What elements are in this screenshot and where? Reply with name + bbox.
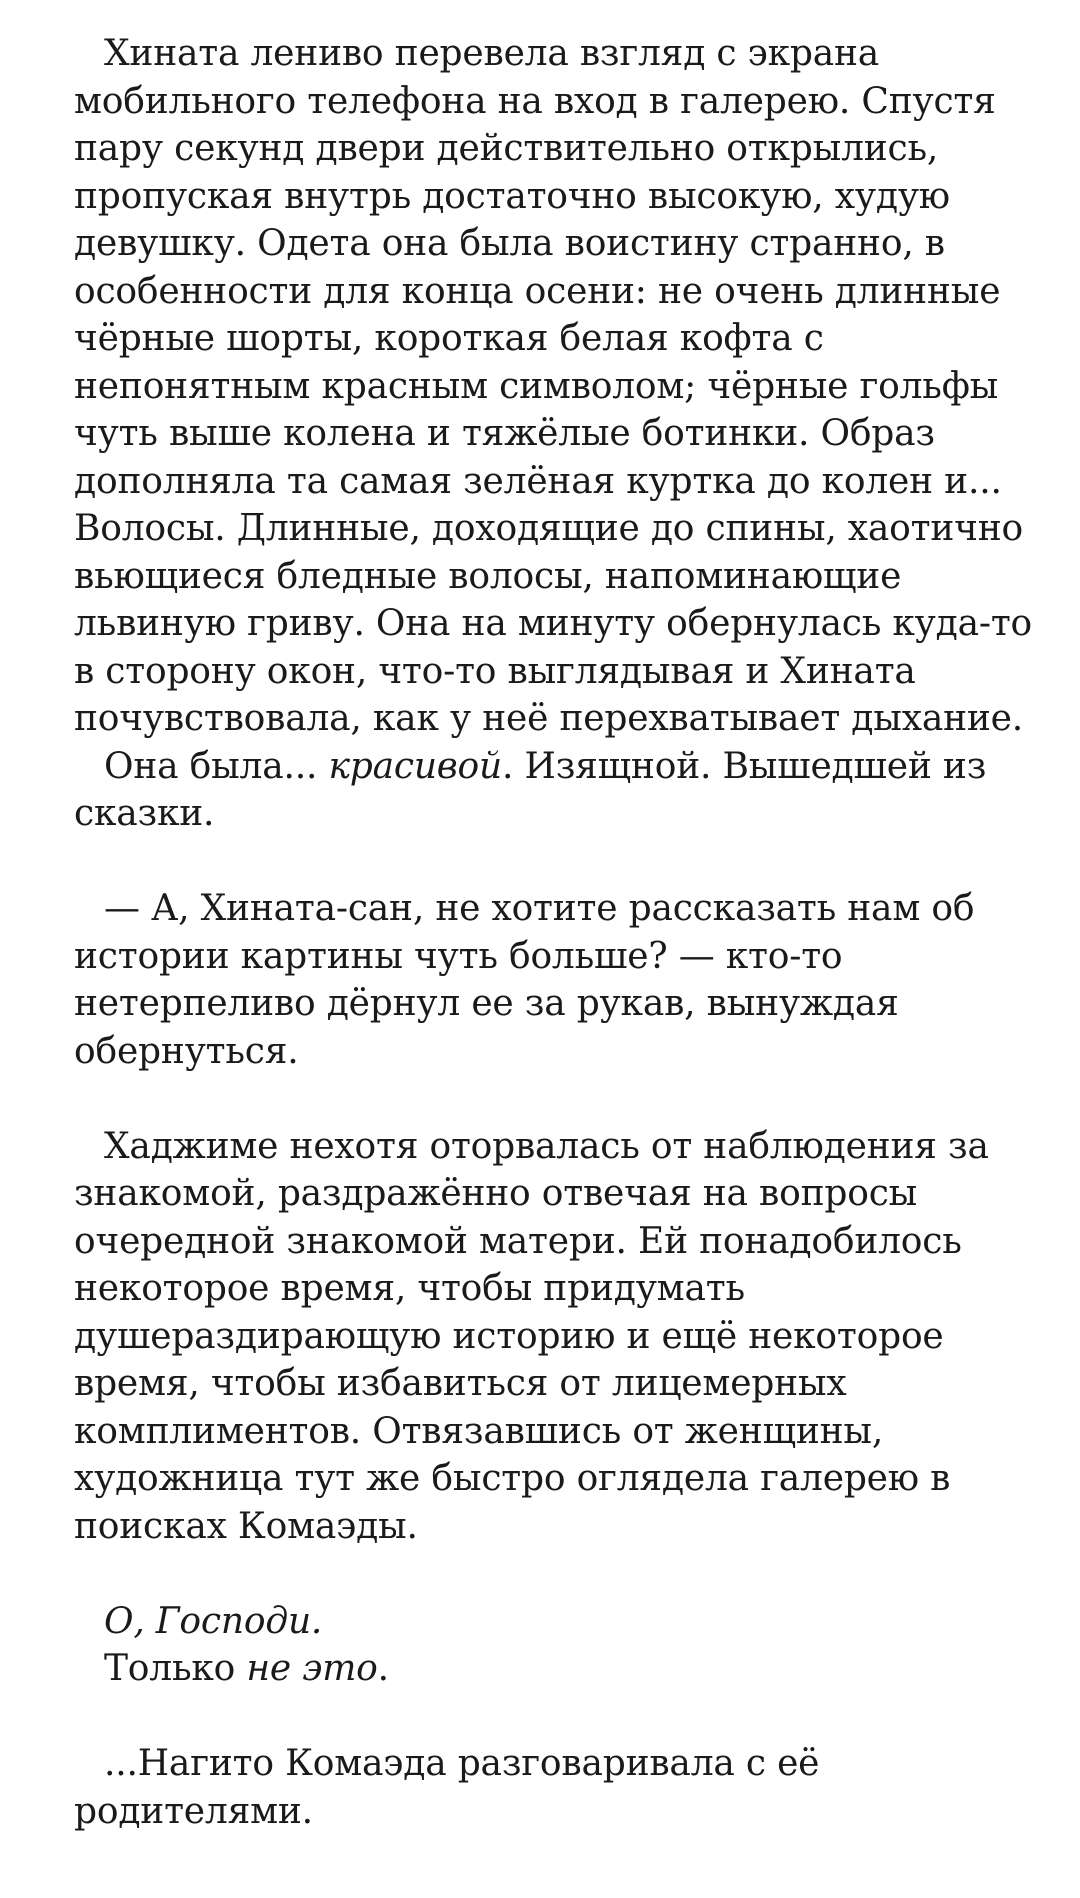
paragraph-2-italic: красивой (328, 745, 503, 787)
paragraph-6: ...Нагито Комаэда разговаривала с её родителями. (74, 1743, 820, 1832)
paragraph-5-line-2-italic: не это (246, 1648, 378, 1689)
paragraph-2-end: . Изящной. Вышедшей из сказки. (74, 745, 987, 834)
blank-line (74, 1693, 1034, 1741)
paragraph-5 (74, 1598, 1034, 1693)
paragraph-5-line-2 (74, 1645, 1034, 1693)
blank-line (74, 1075, 1034, 1123)
paragraph-5-line-2-end: . (377, 1648, 389, 1689)
paragraph-5-line-2-start: Только (104, 1648, 247, 1689)
blank-line (74, 1550, 1034, 1598)
paragraph-2 (74, 743, 1034, 838)
paragraph-5-line-1 (74, 1598, 1034, 1646)
paragraph-4: Хаджиме нехотя оторвалась от наблюдения за знакомой, раздражённо отвечая на вопросы очередной знакомой матери. Ей понадобилось некоторое время, чтобы придумать душераздирающую историю и ещё некоторое время, чтобы избавиться от лицемерных комплиментов. Отвязавшись от женщины, художница тут же быстро оглядела галерею в поисках Комаэды. (74, 1125, 989, 1547)
paragraph-3: — А, Хината-сан, не хотите рассказать нам об истории картины чуть больше? — кто-то нетерпеливо дёрнул ее за рукав, вынуждая обернуться. (74, 888, 975, 1072)
blank-line (74, 838, 1034, 886)
paragraph-5-line-1-italic: О, Господи. (104, 1600, 323, 1642)
reader-page (74, 30, 1034, 1835)
paragraph-1: Хината лениво перевела взгляд с экрана мобильного телефона на вход в галерею. Спустя пару секунд двери действительно открылись, пропуская внутрь достаточно высокую, худую девушку. Одета она была воистину странно, в особенности для конца осени: не очень длинные чёрные шорты, короткая белая кофта с непонятным красным символом; чёрные гольфы чуть выше колена и тяжёлые ботинки. Образ дополняла та самая зелёная куртка до колен и... Волосы. Длинные, доходящие до спины, хаотично вьющиеся бледные волосы, напоминающие львиную гриву. Она на минуту обернулась куда-то в сторону окон, что-то выглядывая и Хината почувствовала, как у неё перехватывает дыхание. (74, 33, 1033, 739)
paragraph-2-start: Она была... (104, 745, 329, 787)
